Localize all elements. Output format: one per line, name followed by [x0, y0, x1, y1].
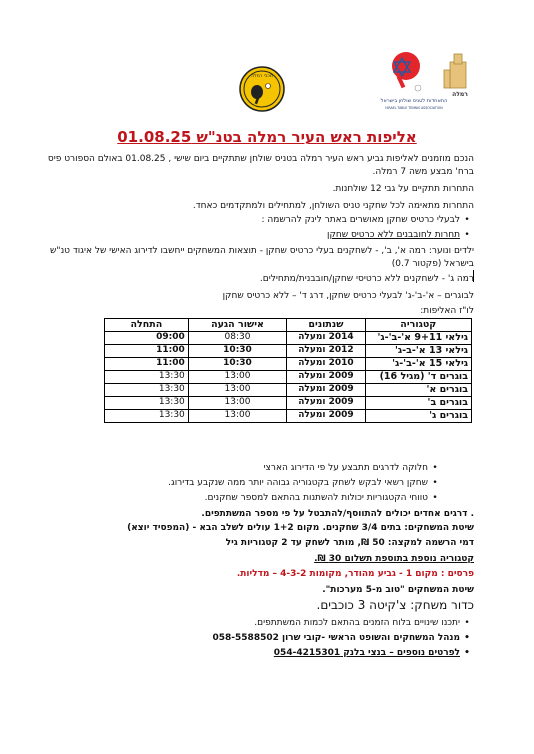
- cell-category: בוגרים ד' (מגיל 16): [365, 371, 471, 384]
- fees-line: דמי הרשמה למקצה: 50 ₪, מותר לשחק עד 2 קטגוריות גיל: [225, 538, 474, 548]
- intro-line-1: הנכם מוזמנים לאליפות גביע ראש העיר רמלה בטניס שולחן שתתקיים ביום שישי , 01.08.25 באולם הספורט פיס: [47, 154, 474, 164]
- note-ranges: • טווחי הקטגוריות יכולות להשתנות בהתאם למספר שחקנים.: [205, 492, 442, 504]
- prizes-line: פרסים : מקום 1 - גביע מהודר, מקומות 4-3-2 – מדליות.: [236, 569, 474, 579]
- cell-years: 2009 ומעלה: [287, 410, 365, 423]
- table-row: [105, 410, 472, 423]
- table-row: [105, 345, 472, 358]
- cell-arrival: 13:00: [188, 410, 286, 423]
- table-row: [105, 384, 472, 397]
- note-ranking: • חלוקה לדרגים תתבצע על פי הדירוג הארצי: [264, 462, 442, 474]
- extra-category-line: קטגוריה נוספת בתוספת תשלום 30 ₪.: [314, 554, 474, 564]
- level-g-line: רמה ג' - לשחקנים ללא כרטיסי שחקן/חובבנית/מתחילים.: [259, 274, 474, 284]
- table-header-row: [105, 319, 472, 332]
- schedule-heading: לו"ז האליפות:: [420, 306, 474, 316]
- schedule-table: [104, 318, 472, 423]
- svg-text:ISRAEL TABLE TENNIS ASSOCIATIO: ISRAEL TABLE TENNIS ASSOCIATION: [385, 106, 443, 110]
- suited-line: התחרות מתאימה לכל שחקני טניס השולחן, למתחילים ולמתקדמים כאחד.: [192, 201, 474, 211]
- table-row: [105, 358, 472, 371]
- table-row: [105, 371, 472, 384]
- kids-line-cont: בישראל (פקטור 0.7): [391, 259, 474, 269]
- final-contact: • לפרטים נוספים – בנצי בלנק 054-4215301: [274, 647, 474, 659]
- ball-line: כדור משחק: צ'קיטה 3 כוכבים.: [316, 598, 474, 612]
- club-logo: [239, 66, 285, 112]
- cell-start: 11:00: [105, 345, 189, 358]
- cell-arrival: 13:00: [188, 384, 286, 397]
- cell-category: בוגרים ג': [365, 410, 471, 423]
- kids-line: ילדים ונוער: רמה א', ב', - לשחקנים בעלי כרטיס שחקן - תוצאות המשחקים ייחשבו לדירוג האישי של איגוד טנ"ש: [50, 246, 474, 256]
- levels-note: . דרגים אחדים יכולים להתווסף/להתבטל על פי מספר המשתתפים.: [201, 509, 474, 519]
- cell-category: בוגרים א': [365, 384, 471, 397]
- cell-start: 13:30: [105, 410, 189, 423]
- cell-category: בוגרים ב': [365, 397, 471, 410]
- header-category: קטגוריה: [365, 319, 471, 332]
- adults-line: לבוגרים – א'-ב'-ג' לבעלי כרטיס שחקן, דרג ד' – ללא כרטיס שחקן: [222, 291, 474, 301]
- header-start: התחלה: [105, 319, 189, 332]
- intro-line-2: ברח' מבצע משה 7 רמלה.: [372, 167, 474, 177]
- cell-category: גילאי 13 א'-ב-ג': [365, 345, 471, 358]
- cell-category: גילאי 15 א'-ב'-ג': [365, 358, 471, 371]
- cell-arrival: 13:00: [188, 371, 286, 384]
- table-row: [105, 397, 472, 410]
- cell-years: 2009 ומעלה: [287, 371, 365, 384]
- cell-years: 2009 ומעלה: [287, 384, 365, 397]
- cell-arrival: 10:30: [188, 358, 286, 371]
- cell-category: גילאי 9+11 א'-ב'-ג': [365, 332, 471, 345]
- cell-start: 09:00: [105, 332, 189, 345]
- cell-arrival: 10:30: [188, 345, 286, 358]
- page-title: אליפות ראש העיר רמלה בטנ"ש 01.08.25: [117, 128, 417, 146]
- format-line: שיטת המשחקים "טוב מ-5 מערכות".: [322, 585, 474, 595]
- cell-years: 2014 ומעלה: [287, 332, 365, 345]
- association-logo: [380, 44, 488, 122]
- cell-arrival: 13:00: [188, 397, 286, 410]
- cell-years: 2010 ומעלה: [287, 358, 365, 371]
- cell-start: 13:30: [105, 371, 189, 384]
- header-arrival: אישור הגעה: [188, 319, 286, 332]
- table-row: [105, 332, 472, 345]
- svg-text:רמלה: רמלה: [452, 91, 468, 98]
- cell-start: 13:30: [105, 397, 189, 410]
- svg-text:מכבי רמלה: מכבי רמלה: [251, 74, 273, 79]
- cell-years: 2012 ומעלה: [287, 345, 365, 358]
- cell-years: 2009 ומעלה: [287, 397, 365, 410]
- cell-start: 11:00: [105, 358, 189, 371]
- header-years: שנתונים: [287, 319, 365, 332]
- final-schedule-changes: • יתכנו שינויים בלוח הזמנים בהתאם לכמות המשתתפים.: [254, 617, 474, 629]
- bullet-registered: • לבעלי כרטיס שחקן מאושרים באתר לינק להרשמה :: [261, 214, 474, 226]
- system-line: שיטת המשחקים: בתים 3/4 שחקנים. מקום 1+2 עולים לשלב הבא - (המפסיד יוצא): [127, 523, 474, 533]
- final-game-manager: • מנהל המשחקים והשופט הראשי -קובי שרון 058-5588502: [213, 632, 474, 644]
- svg-text:התאחדות לטניס שולחן בישראל: התאחדות לטניס שולחן בישראל: [380, 98, 448, 104]
- note-higher-category: • שחקן רשאי לבקש לשחק בקטגוריה גבוהה יותר ממה שנקבע בדירוג.: [168, 477, 442, 489]
- tables-line: התחרות תתקיים על גבי 12 שולחנות.: [332, 184, 474, 194]
- bullet-hobby: • תחרות לחובבנים ללא כרטיס שחקן: [327, 229, 474, 241]
- cell-start: 13:30: [105, 384, 189, 397]
- cell-arrival: 08:30: [188, 332, 286, 345]
